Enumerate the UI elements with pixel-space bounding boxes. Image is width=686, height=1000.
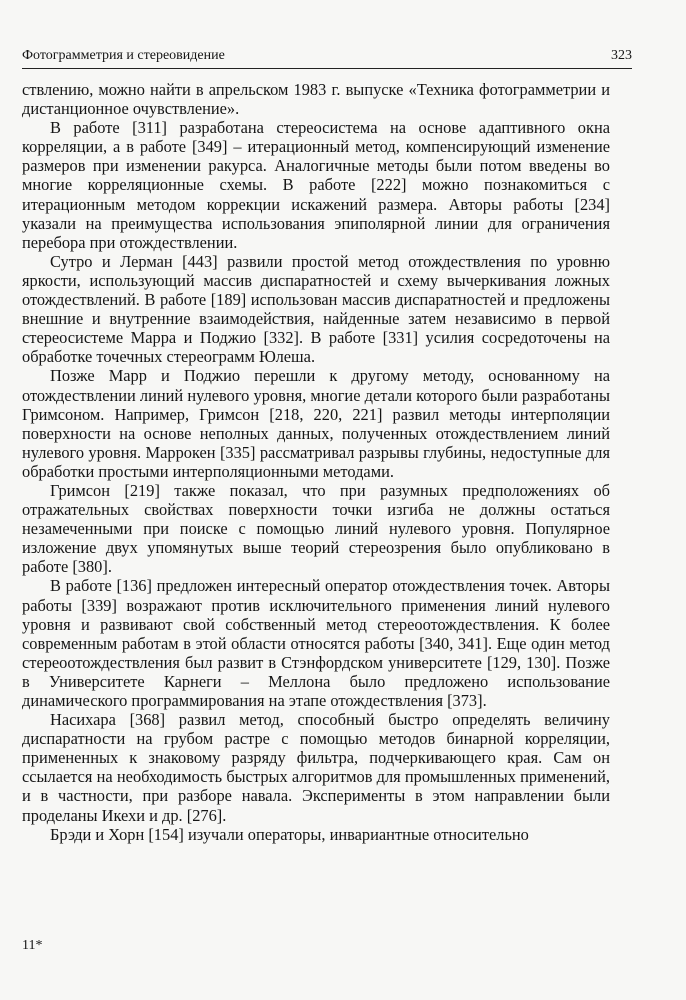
paragraph-last: Брэди и Хорн [154] изучали операторы, инвариантные относительно [50,824,529,844]
running-title: Фотограмметрия и стереовидение [22,48,225,63]
paragraph: Насихара [368] развил метод, способный быстро определять величину диспаратности на грубом растре с помощью методов бинарной корреляции, примененных к знаковому разряду фильтра, подчеркивающего края. Сам он ссылается на необходимость быстрых алгоритмов для промышленных применений, и в частности, при разборе навала. Эксперименты в этом направлении были проделаны Икехи и др. [276]. [22,710,610,825]
paragraph-continued: ствлению, можно найти в апрельском 1983 г. выпуске «Техника фотограмметрии и дистанционное очувствление». [22,80,610,119]
body-text [22,80,610,844]
paragraph: В работе [311] разработана стереосистема на основе адаптивного окна корреляции, а в работе [349] – итерационный метод, компенсирующий изменение размеров при изменении ракурса. Аналогичные методы были потом введены во многие корреляционные схемы. В работе [222] можно познакомиться с итерационным методом коррекции искажений размера. Авторы работы [234] указали на преимущества использования эпиполярной линии для ограничения перебора при отождествлении. [22,118,610,252]
paragraph: В работе [136] предложен интересный оператор отождествления точек. Авторы работы [339] возражают против исключительного применения линий нулевого уровня и развивают свой собственный метод стереоотождествления. К более современным работам в этой области относятся работы [340, 341]. Еще один метод стереоотождествления был развит в Стэнфордском университете [129, 130]. Позже в Университете Карнеги – Меллона было предложено использование динамического программирования на этапе отождествления [373]. [22,576,610,710]
header-rule [22,68,632,69]
signature-mark: 11* [22,938,43,953]
running-header [22,48,632,64]
paragraph: Сутро и Лерман [443] развили простой метод отождествления по уровню яркости, использующий массив диспаратностей и схему вычеркивания ложных отождествлений. В работе [189] использован массив диспаратностей и предложены внешние и внутренние взаимодействия, найденные затем независимо в первой стереосистеме Марра и Поджио [332]. В работе [331] усилия сосредоточены на обработке точечных стереограмм Юлеша. [22,251,610,367]
page-number: 323 [611,48,632,63]
paragraph: Гримсон [219] также показал, что при разумных предположениях об отражательных свойствах поверхности точки изгиба не должны остаться незамеченными при поиске с помощью линий нулевого уровня. Популярное изложение двух упомянутых выше теорий стереозрения было опубликовано в работе [380]. [22,480,610,577]
paragraph: Позже Марр и Поджио перешли к другому методу, основанному на отождествлении линий нулевого уровня, многие детали которого были разработаны Гримсоном. Например, Гримсон [218, 220, 221] развил методы интерполяции поверхности на основе неполных данных, полученных отождествлением линий нулевого уровня. Маррокен [335] рассматривал разрывы глубины, недоступные для обработки простыми интерполяционными методами. [22,366,610,481]
